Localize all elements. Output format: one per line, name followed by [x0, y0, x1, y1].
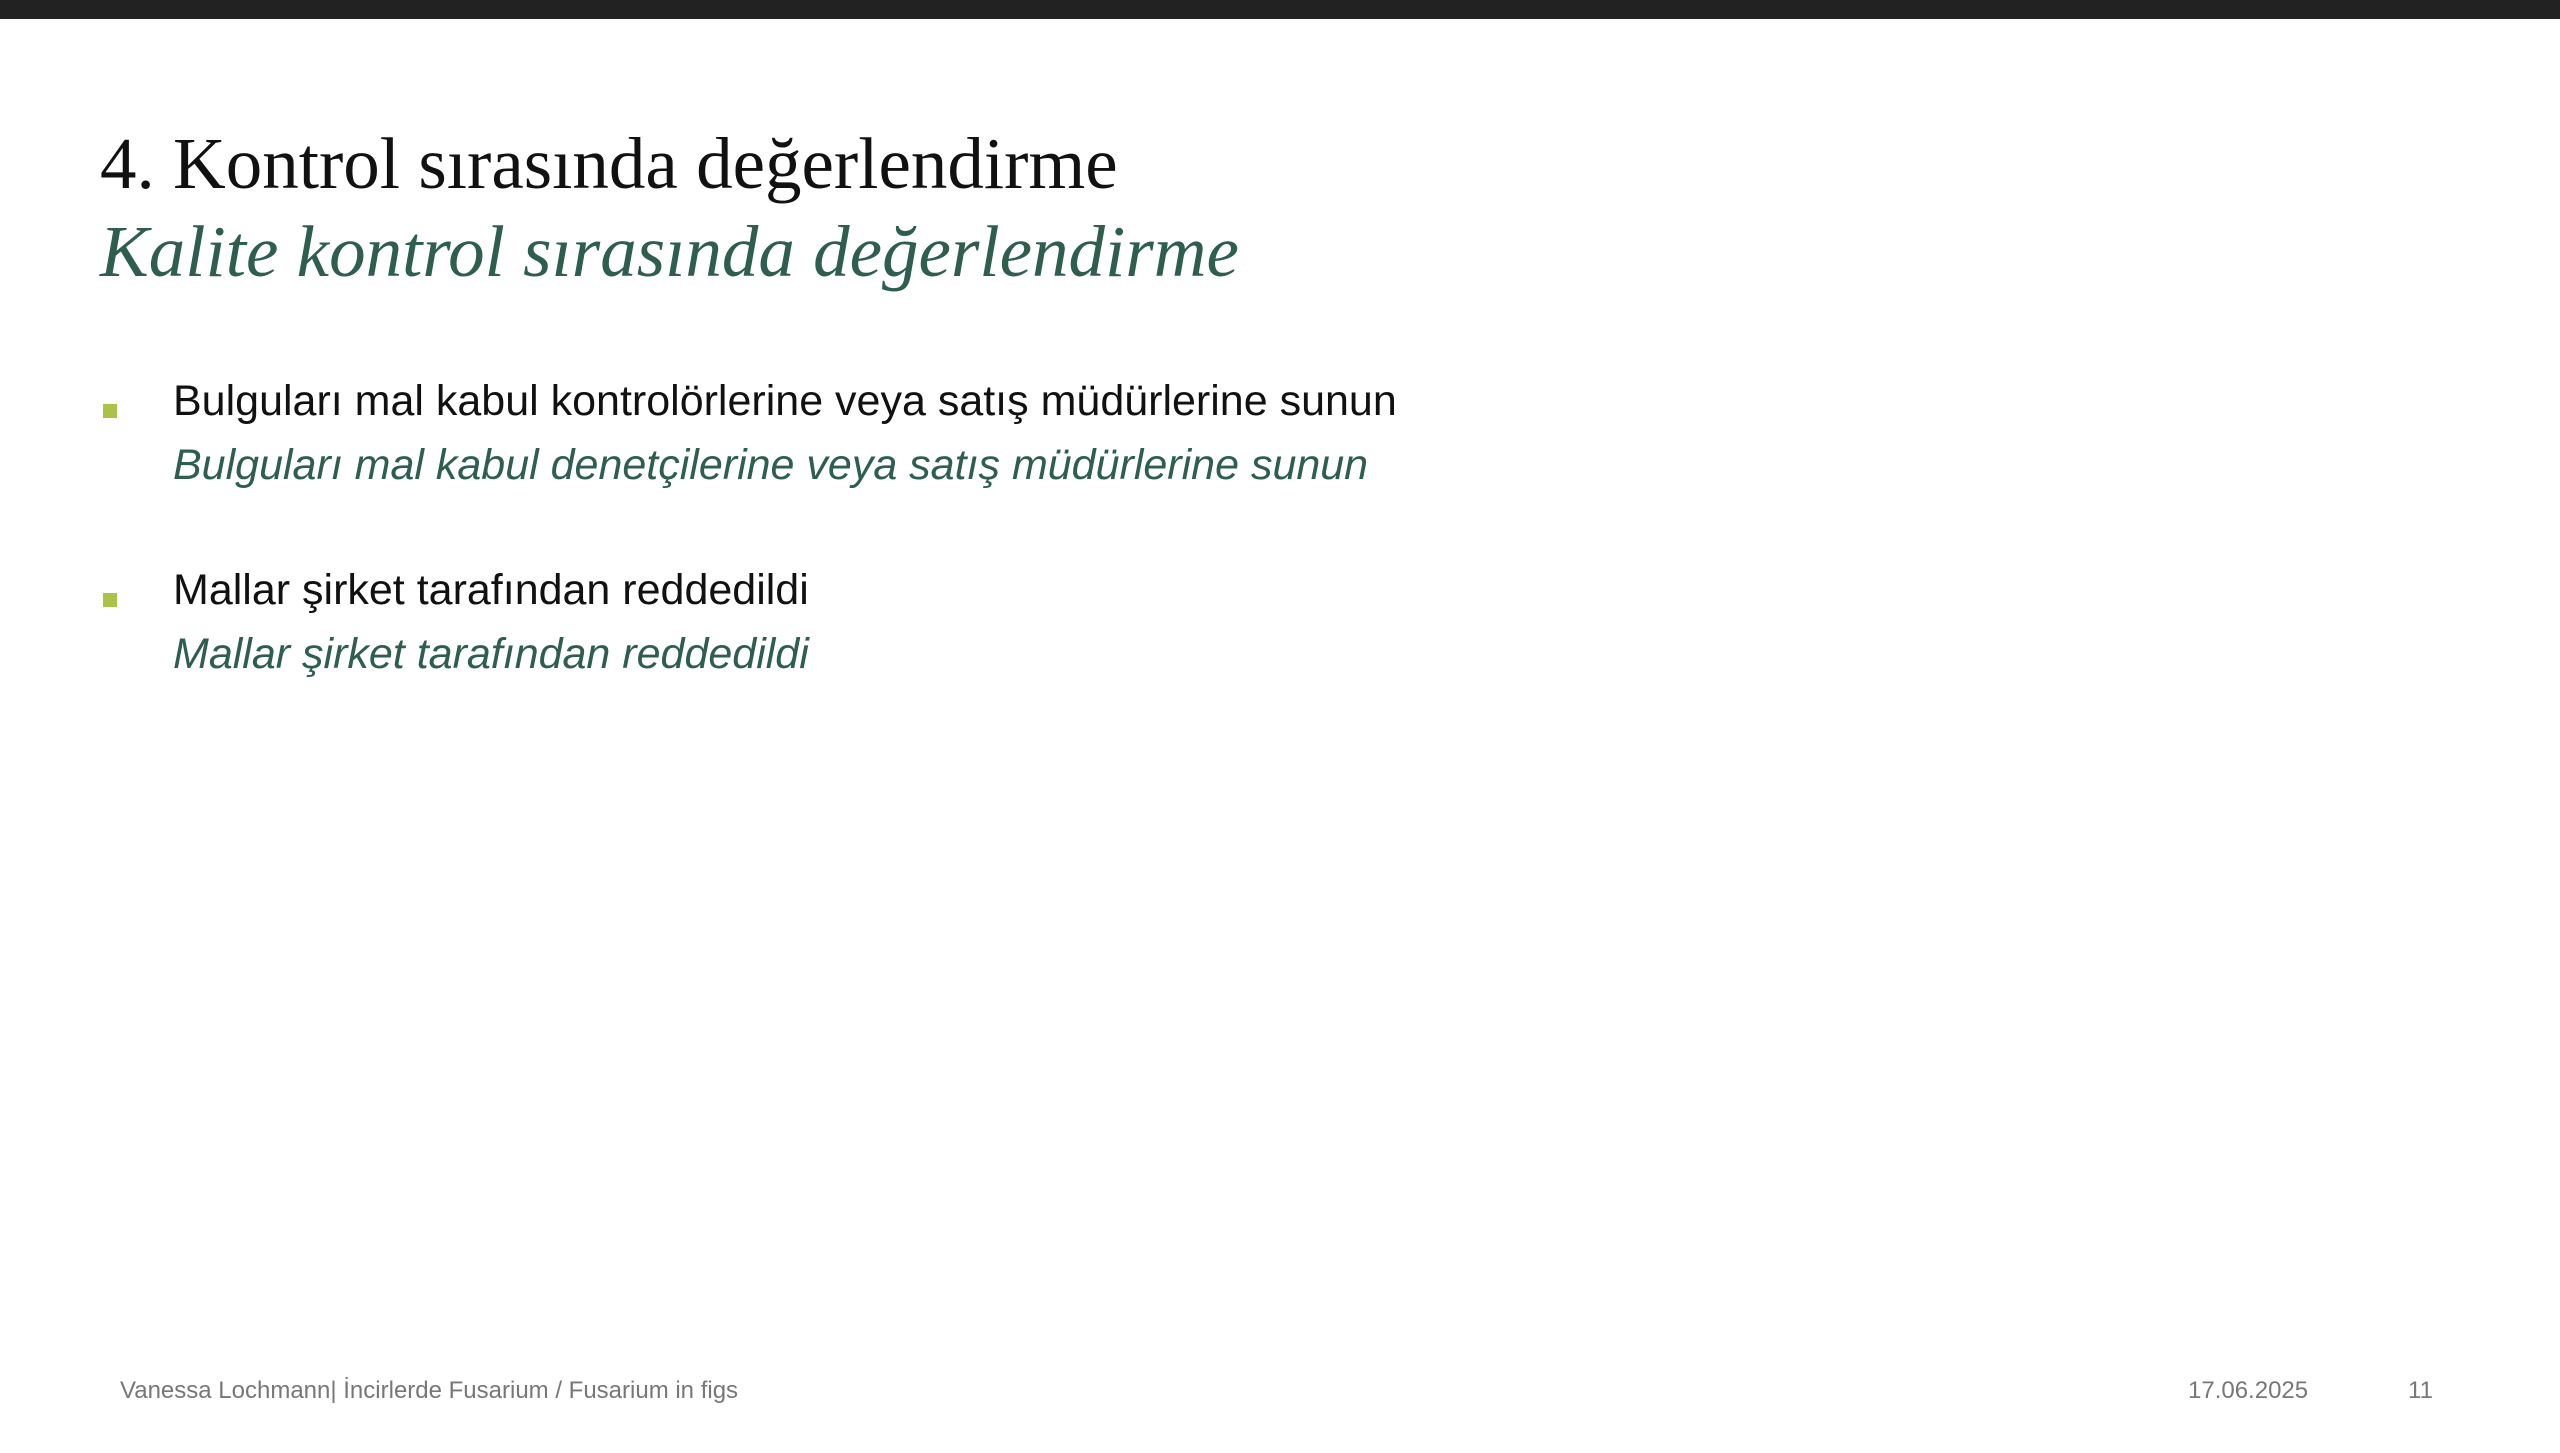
bullet-item — [100, 369, 2400, 497]
slide-title: 4. Kontrol sırasında değerlendirme — [100, 123, 1118, 204]
bullet-secondary-text: Mallar şirket tarafından reddedildi — [173, 630, 809, 678]
footer-author: Vanessa Lochmann| İncirlerde Fusarium / Fusarium in figs — [120, 1377, 739, 1404]
bullet-list — [100, 369, 2400, 747]
bullet-secondary-text: Bulguları mal kabul denetçilerine veya satış müdürlerine sunun — [173, 441, 1369, 489]
footer-page-number: 11 — [2408, 1377, 2433, 1404]
slide-subtitle: Kalite kontrol sırasında değerlendirme — [100, 211, 1239, 292]
bullet-primary-text: Bulguları mal kabul kontrolörlerine veya satış müdürlerine sunun — [173, 377, 1397, 425]
square-bullet-icon — [103, 404, 117, 418]
slide — [0, 19, 2560, 1453]
footer-date: 17.06.2025 — [2188, 1377, 2309, 1404]
square-bullet-icon — [103, 593, 117, 607]
bullet-item — [100, 558, 2400, 686]
window-top-bar — [0, 0, 2560, 19]
bullet-primary-text: Mallar şirket tarafından reddedildi — [173, 566, 809, 614]
